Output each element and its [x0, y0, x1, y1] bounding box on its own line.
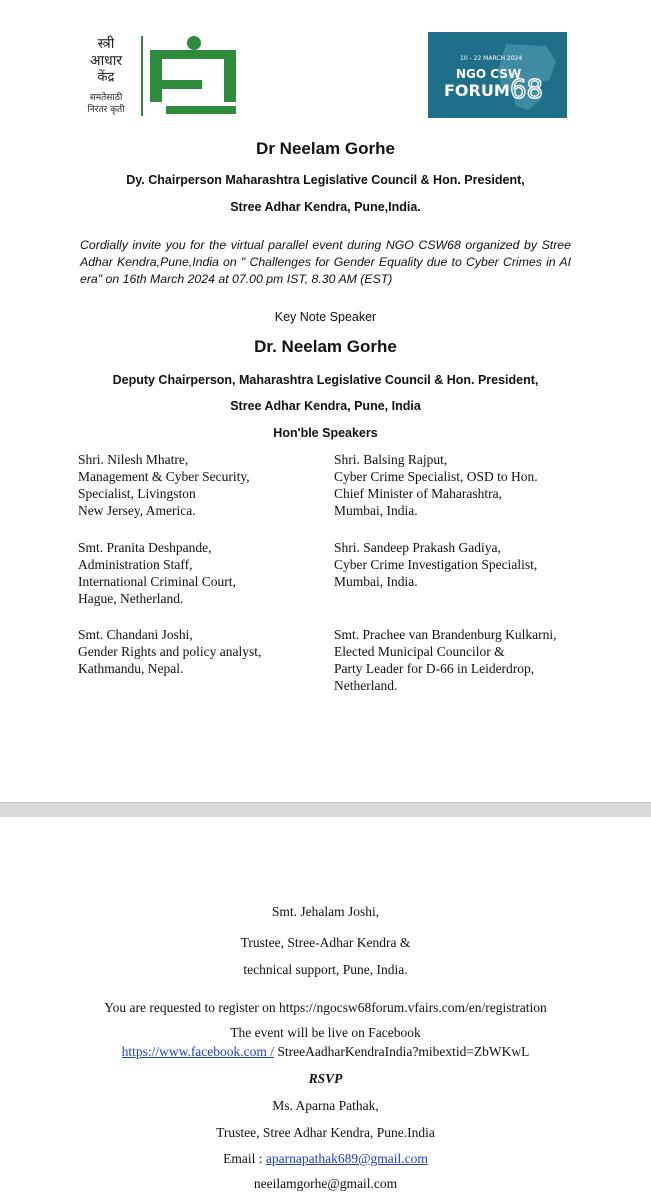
speaker-detail: Management & Cyber Security, [78, 469, 250, 484]
facebook-link[interactable]: https://www.facebook.com / [121, 1044, 275, 1059]
speaker-detail: Mumbai, India. [334, 574, 418, 589]
speaker-card [334, 451, 538, 519]
speaker-detail: Party Leader for D-66 in Leiderdrop, [334, 661, 535, 676]
keynote-name: Dr. Neelam Gorhe [254, 337, 397, 356]
speaker-name: Smt. Prachee van Brandenburg Kulkarni, [334, 627, 557, 642]
ngo-csw-forum-logo [428, 32, 567, 118]
speaker-card [78, 626, 261, 677]
speaker-detail: Cyber Crime Specialist, OSD to Hon. [334, 469, 538, 484]
email-label: Email : [223, 1151, 266, 1166]
speaker-detail: Gender Rights and policy analyst, [78, 644, 262, 659]
forum-number: 68 [510, 75, 544, 105]
speaker-detail: New Jersey, America. [78, 503, 196, 518]
speaker-card [334, 626, 556, 694]
speaker-card [334, 539, 537, 590]
speaker-detail: Specialist, Livingston [78, 486, 196, 501]
support-name: Smt. Jehalam Joshi, [271, 904, 380, 919]
email-link[interactable]: aparnapathak689@gmail.com [265, 1151, 428, 1166]
forum-line-2: FORUM [444, 81, 510, 100]
speaker-detail: Cyber Crime Investigation Specialist, [334, 557, 538, 572]
speakers-heading: Hon'ble Speakers [273, 426, 378, 440]
host-name: Dr Neelam Gorhe [256, 139, 395, 158]
logo-text-line-5: निरंतर कृती [87, 105, 125, 115]
speaker-detail: Netherland. [334, 678, 398, 693]
forum-dates: 10 - 22 MARCH 2024 [460, 55, 523, 62]
speaker-detail: Chief Minister of Maharashtra, [334, 486, 502, 501]
secondary-email: neeilamgorhe@gmail.com [253, 1176, 398, 1191]
speaker-detail: Elected Municipal Councilor & [334, 644, 505, 659]
rsvp-role: Trustee, Stree Adhar Kendra, Pune.India [216, 1125, 435, 1140]
speaker-detail: Kathmandu, Nepal. [78, 661, 184, 676]
logo-text-line-1: स्त्री [97, 36, 115, 52]
speaker-name: Shri. Sandeep Prakash Gadiya, [334, 540, 501, 555]
facebook-page-id: StreeAadharKendraIndia?mibextid=ZbWKwL [274, 1044, 530, 1059]
register-text: You are requested to register on https://ngocsw68forum.vfairs.com/en/registration [104, 1000, 547, 1015]
logo-text-line-2: आधार [89, 53, 123, 69]
speaker-name: Smt. Chandani Joshi, [78, 627, 193, 642]
speaker-name: Smt. Pranita Deshpande, [78, 540, 212, 555]
logo-text-line-4: समतेसाठी [89, 93, 123, 103]
facebook-line [0, 1044, 651, 1060]
speaker-detail: International Criminal Court, [78, 574, 236, 589]
speaker-detail: Mumbai, India. [334, 503, 418, 518]
stree-adhar-kendra-logo [70, 32, 246, 118]
rsvp-email-line [0, 1151, 651, 1167]
support-role: Trustee, Stree-Adhar Kendra & [240, 935, 411, 950]
speaker-card [78, 451, 250, 519]
speaker-card [78, 539, 236, 607]
speaker-detail: Hague, Netherland. [78, 591, 184, 606]
keynote-label: Key Note Speaker [274, 310, 377, 324]
invitation-text: Cordially invite you for the virtual parallel event during NGO CSW68 organized by Stree Adhar Kendra,Pune,India on " Challenges for Gender Equality due to Cyber Crimes in AI era" on 16th March 2024 at 07.00 pm IST, 8.30 AM (EST) [80, 238, 571, 286]
host-role-line-1: Dy. Chairperson Maharashtra Legislative Council & Hon. President, [126, 173, 525, 187]
keynote-role-line-1: Deputy Chairperson, Maharashtra Legislative Council & Hon. President, [112, 373, 539, 387]
page-separator [0, 802, 651, 818]
host-role-line-2: Stree Adhar Kendra, Pune,India. [230, 200, 421, 214]
invitation-page-2 [0, 817, 651, 1200]
logo-text-line-3: केंद्र [97, 70, 115, 85]
speaker-name: Shri. Nilesh Mhatre, [78, 452, 189, 467]
forum-line-1: NGO CSW [456, 67, 522, 81]
facebook-label: The event will be live on Facebook [230, 1025, 421, 1040]
rsvp-label: RSVP [308, 1071, 343, 1086]
rsvp-name: Ms. Aparna Pathak, [272, 1098, 379, 1113]
speaker-detail: Administration Staff, [78, 557, 193, 572]
support-location: technical support, Pune, India. [243, 962, 408, 977]
speaker-name: Shri. Balsing Rajput, [334, 452, 448, 467]
keynote-role-line-2: Stree Adhar Kendra, Pune, India [230, 399, 421, 413]
